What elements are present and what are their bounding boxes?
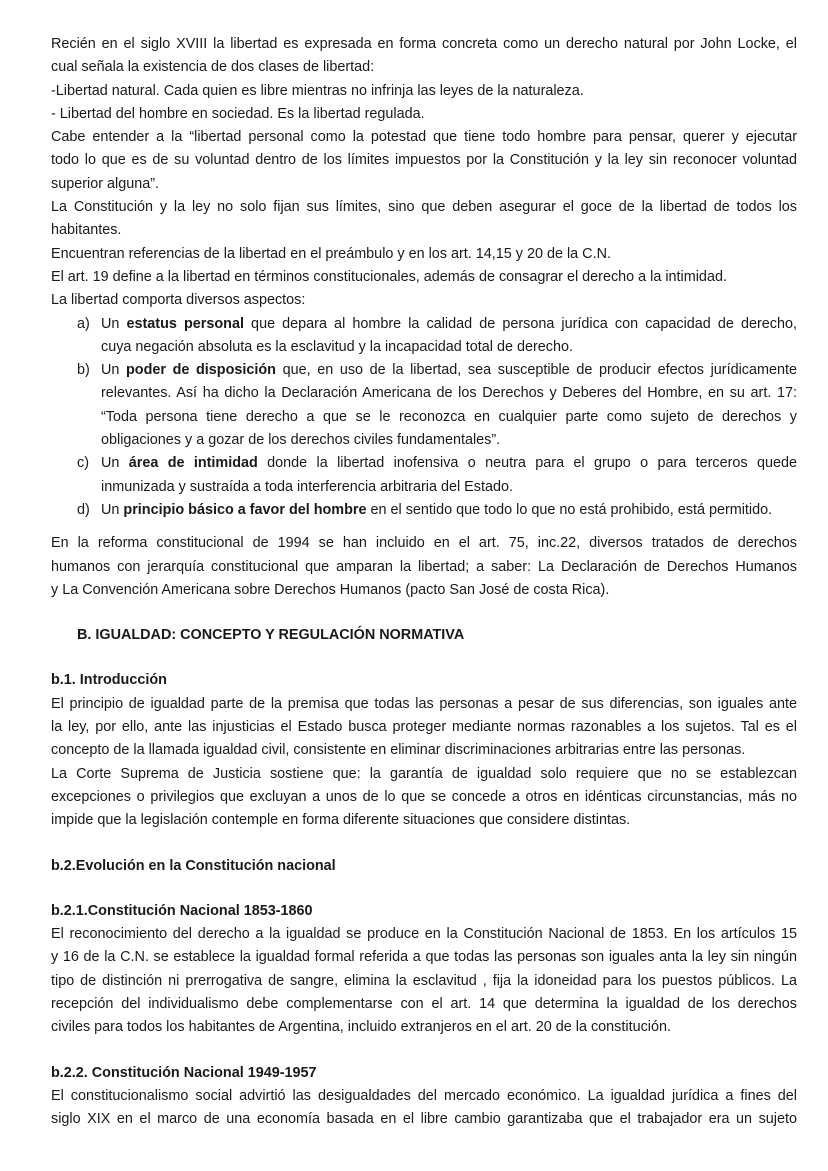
text-line: la ley, por ello, ante las injusticias el Estado busca proteger mediante normas razonables a los sujetos. Tal es el (51, 719, 797, 736)
text-line: y La Convención Americana sobre Derechos Humanos (pacto San José de costa Rica). (51, 581, 610, 598)
text-line: humanos con jerarquía constitucional que amparan la libertad; a saber: La Declaración de Derechos Humanos (51, 558, 797, 575)
text-line: La Constitución y la ley no solo fijan sus límites, sino que deben asegurar el goce de la libertad de todos los (51, 199, 797, 216)
text-line: todo lo que es de su voluntad dentro de los límites impuestos por la Constitución y la ley sin reconocer voluntad (51, 152, 797, 169)
text-line: superior alguna”. (51, 175, 159, 192)
item-bold-term: poder de disposición (126, 362, 276, 379)
text-line: En la reforma constitucional de 1994 se han incluido en el art. 75, inc.22, diversos tratados de derechos (51, 535, 797, 552)
personal-liberty-paragraph (51, 126, 797, 196)
text-line: habitantes. (51, 222, 122, 239)
b22-paragraph (51, 1085, 797, 1132)
text-line: impide que la legislación contemple en forma diferente situaciones que considere distintas. (51, 812, 631, 829)
text-line: El constitucionalismo social advirtió las desigualdades del mercado económico. La igualdad jurídica a fines del (51, 1087, 797, 1104)
text-line: tipo de distinción ni prerrogativa de sangre, elimina la esclavitud , fija la idoneidad para los puestos públicos. La (51, 972, 797, 989)
text-line: El reconocimiento del derecho a la igualdad se produce en la Constitución Nacional de 1853. En los artículos 15 (51, 926, 797, 943)
b1-paragraph-1 (51, 693, 797, 763)
b22-heading: b.2.2. Constitución Nacional 1949-1957 (51, 1064, 317, 1081)
b1-heading: b.1. Introducción (51, 672, 167, 689)
intro-paragraph (51, 33, 797, 80)
document-page (51, 33, 797, 1131)
references-line: Encuentran referencias de la libertad en el preámbulo y en los art. 14,15 y 20 de la C.N. (51, 245, 611, 262)
b2-heading: b.2.Evolución en la Constitución nacional (51, 857, 336, 874)
society-liberty-line: - Libertad del hombre en sociedad. Es la libertad regulada. (51, 105, 425, 122)
list-item (51, 499, 797, 522)
natural-liberty-line: -Libertad natural. Cada quien es libre mientras no infrinja las leyes de la naturaleza. (51, 82, 584, 99)
list-marker: d) (77, 501, 90, 518)
item-text: que, en uso de la libertad, sea susceptible de producir efectos jurídicamente (275, 362, 797, 379)
item-text: Un (101, 455, 129, 472)
text-line: excepciones o privilegios que excluyan a unos de lo que se concede a otros en idénticas circunstancias, más no (51, 788, 797, 805)
text-line: Recién en el siglo XVIII la libertad es expresada en forma concreta como un derecho natural por John Locke, el (51, 36, 797, 52)
list-item (51, 313, 797, 360)
liberty-aspects-list (51, 313, 797, 523)
text-line: civiles para todos los habitantes de Argentina, incluido extranjeros en el art. 20 de la constitución. (51, 1019, 671, 1036)
aspects-intro-line: La libertad comporta diversos aspectos: (51, 292, 306, 309)
list-item (51, 359, 797, 452)
item-bold-term: estatus personal (126, 315, 244, 332)
text-line: El principio de igualdad parte de la premisa que todas las personas a pesar de sus diferencias, son iguales ante (51, 695, 797, 712)
item-text: inmunizada y sustraída a toda interferencia arbitraria del Estado. (101, 478, 513, 495)
art19-line: El art. 19 define a la libertad en términos constitucionales, además de consagrar el derecho a la intimidad. (51, 268, 727, 285)
list-marker: c) (77, 455, 89, 472)
text-line: cual señala la existencia de dos clases de libertad: (51, 59, 375, 76)
list-item (51, 452, 797, 499)
b1-paragraph-2 (51, 763, 797, 833)
text-line: Cabe entender a la “libertad personal como la potestad que tiene todo hombre para pensar, querer y ejecutar (51, 129, 797, 146)
item-text: Un (101, 362, 127, 379)
text-line: siglo XIX en el marco de una economía basada en el libre cambio garantizaba que el trabajador era un sujeto (51, 1111, 797, 1128)
item-text: en el sentido que todo lo que no está prohibido, está permitido. (366, 501, 773, 518)
text-line: recepción del individualismo debe complementarse con el art. 14 que determina la igualdad de los derechos (51, 995, 797, 1012)
item-text: Un (101, 501, 124, 518)
reform-1994-paragraph (51, 532, 797, 602)
item-text: cuya negación absoluta es la esclavitud y la incapacidad total de derecho. (101, 338, 574, 355)
item-text: que depara al hombre la calidad de persona jurídica con capacidad de derecho, (243, 315, 797, 332)
list-marker: b) (77, 362, 90, 379)
b21-heading: b.2.1.Constitución Nacional 1853-1860 (51, 902, 313, 919)
text-line: y 16 de la C.N. se establece la igualdad formal referida a que todas las personas son iguales anta la ley sin ningún (51, 949, 797, 966)
section-b-heading: B. IGUALDAD: CONCEPTO Y REGULACIÓN NORMATIVA (77, 627, 465, 644)
b21-paragraph (51, 923, 797, 1039)
item-text: Un (101, 315, 127, 332)
item-text: donde la libertad inofensiva o neutra para el grupo o para terceros quede (257, 455, 797, 472)
text-line: concepto de la llamada igualdad civil, consistente en eliminar discriminaciones arbitrarias entre las personas. (51, 742, 746, 759)
item-bold-term: área de intimidad (128, 455, 258, 472)
item-text: obligaciones y a gozar de los derechos civiles fundamentales”. (101, 432, 501, 449)
list-marker: a) (77, 315, 90, 332)
item-text: “Toda persona tiene derecho a que se le reconozca en cualquier parte como sujeto de derechos y (101, 408, 797, 425)
constitution-limits-paragraph (51, 196, 797, 243)
item-text: relevantes. Así ha dicho la Declaración Americana de los Derechos y Deberes del Hombre, en su art. 17: (101, 385, 797, 402)
item-bold-term: principio básico a favor del hombre (123, 501, 367, 518)
text-line: La Corte Suprema de Justicia sostiene que: la garantía de igualdad solo requiere que no se establezcan (51, 765, 797, 782)
